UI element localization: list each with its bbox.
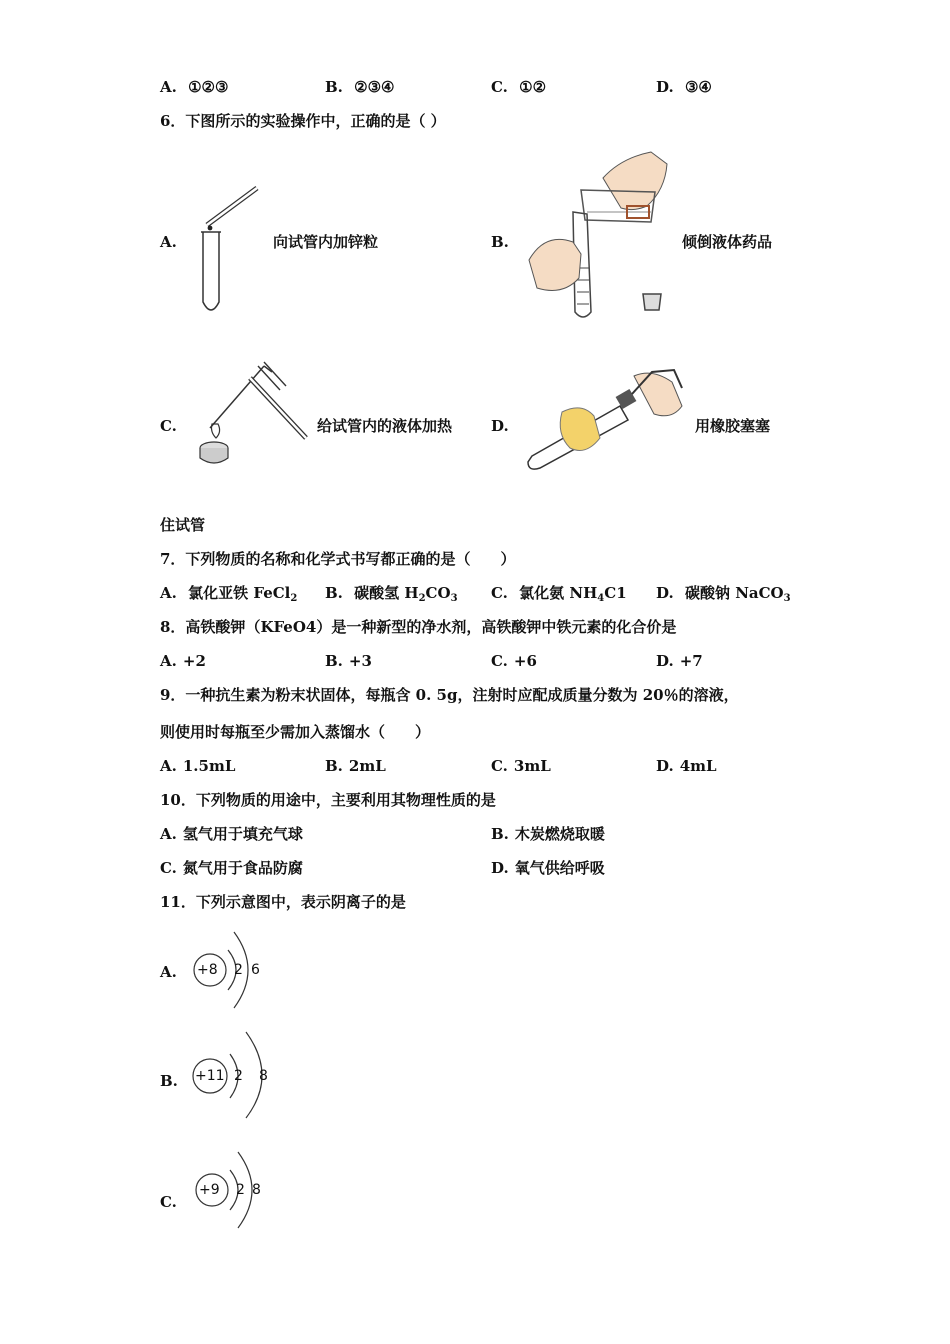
q9-option-d[interactable]: D. 4mL (656, 757, 717, 775)
test-tube-zinc-illustration (195, 180, 270, 320)
q10-option-c[interactable]: C. 氮气用于食品防腐 (160, 859, 303, 877)
q8-option-a[interactable]: A. +2 (160, 652, 206, 670)
option-label: A. (160, 584, 177, 602)
q6-continuation: 住试管 (160, 516, 206, 534)
option-text: ③④ (684, 78, 712, 96)
pouring-liquid-illustration (525, 150, 675, 320)
q6-option-d-text: 用橡胶塞塞 (695, 417, 771, 435)
atom-diagram-a (192, 928, 272, 1012)
q9-option-b[interactable]: B. 2mL (325, 757, 386, 775)
option-text: ①② (519, 78, 547, 96)
option-label: C. (491, 78, 508, 96)
q8-option-d[interactable]: D. +7 (656, 652, 703, 670)
option-name: 氯化亚铁 (188, 584, 249, 602)
shell-1-electrons: 2 (234, 962, 243, 978)
q10-stem: 10．下列物质的用途中，主要利用其物理性质的是 (160, 791, 496, 809)
q6-option-d-label[interactable]: D. (491, 417, 509, 435)
shell-2-electrons: 8 (252, 1182, 261, 1198)
q9-option-a[interactable]: A. 1.5mL (160, 757, 236, 775)
q6-option-c-text: 给试管内的液体加热 (317, 417, 453, 435)
option-text: ②③④ (354, 78, 395, 96)
q11-option-a-label[interactable]: A. (160, 963, 177, 981)
option-name: 碳酸钠 (684, 584, 730, 602)
q10-option-b[interactable]: B. 木炭燃烧取暖 (491, 825, 605, 843)
option-label: D. (656, 584, 674, 602)
q7-stem: 7．下列物质的名称和化学式书写都正确的是（ ） (160, 550, 516, 568)
q10-option-d[interactable]: D. 氧气供给呼吸 (491, 859, 605, 877)
q6-option-a-label[interactable]: A. (160, 233, 177, 251)
q6-option-a-text: 向试管内加锌粒 (273, 233, 379, 251)
option-name: 氯化氨 (519, 584, 565, 602)
q5-option-c[interactable] (491, 78, 546, 96)
q9-stem-line1: 9．一种抗生素为粉末状固体，每瓶含 0. 5g，注射时应配成质量分数为 20％的溶液， (160, 686, 739, 704)
q6-option-b-text: 倾倒液体药品 (682, 233, 773, 251)
q5-option-a[interactable] (160, 78, 228, 96)
q7-option-c[interactable] (491, 584, 627, 602)
q11-option-b-label[interactable]: B. (160, 1072, 178, 1090)
option-formula: $NH_4C1$ (569, 584, 627, 604)
option-formula: NaCO$_3$ (735, 584, 791, 604)
q7-option-d[interactable] (656, 584, 791, 602)
option-text: ①②③ (188, 78, 229, 96)
option-formula: $H_2CO_3$ (404, 584, 458, 604)
shell-1-electrons: 2 (234, 1068, 243, 1084)
q8-option-c[interactable]: C. +6 (491, 652, 537, 670)
rubber-stopper-illustration (522, 364, 692, 474)
option-name: 碳酸氢 (354, 584, 400, 602)
option-label: A. (160, 78, 177, 96)
q5-option-b[interactable] (325, 78, 394, 96)
q6-option-b-label[interactable]: B. (491, 233, 509, 251)
q11-stem: 11．下列示意图中，表示阴离子的是 (160, 893, 406, 911)
q8-stem: 8．高铁酸钾（KFeO4）是一种新型的净水剂，高铁酸钾中铁元素的化合价是 (160, 618, 677, 636)
option-label: B. (325, 78, 343, 96)
shell-1-electrons: 2 (236, 1182, 245, 1198)
option-label: D. (656, 78, 674, 96)
q8-option-b[interactable]: B. +3 (325, 652, 372, 670)
q10-option-a[interactable]: A. 氢气用于填充气球 (160, 825, 303, 843)
q6-stem: 6．下图所示的实验操作中，正确的是（ ） (160, 112, 446, 130)
q11-option-c-label[interactable]: C. (160, 1193, 177, 1211)
option-formula: FeCl$_2$ (253, 584, 298, 604)
q5-option-d[interactable] (656, 78, 712, 96)
nucleus-charge: +8 (197, 962, 218, 978)
atom-diagram-c (192, 1148, 272, 1232)
q6-option-c-label[interactable]: C. (160, 417, 177, 435)
option-label: B. (325, 584, 343, 602)
atom-diagram-b (192, 1030, 276, 1122)
nucleus-charge: +11 (195, 1068, 225, 1084)
shell-2-electrons: 6 (251, 962, 260, 978)
q7-option-b[interactable] (325, 584, 458, 602)
nucleus-charge: +9 (199, 1182, 220, 1198)
heating-test-tube-illustration (192, 358, 312, 473)
q9-stem-line2: 则使用时每瓶至少需加入蒸馏水（ ） (160, 723, 431, 741)
q7-option-a[interactable] (160, 584, 297, 602)
q9-option-c[interactable]: C. 3mL (491, 757, 551, 775)
option-label: C. (491, 584, 508, 602)
shell-2-electrons: 8 (259, 1068, 268, 1084)
